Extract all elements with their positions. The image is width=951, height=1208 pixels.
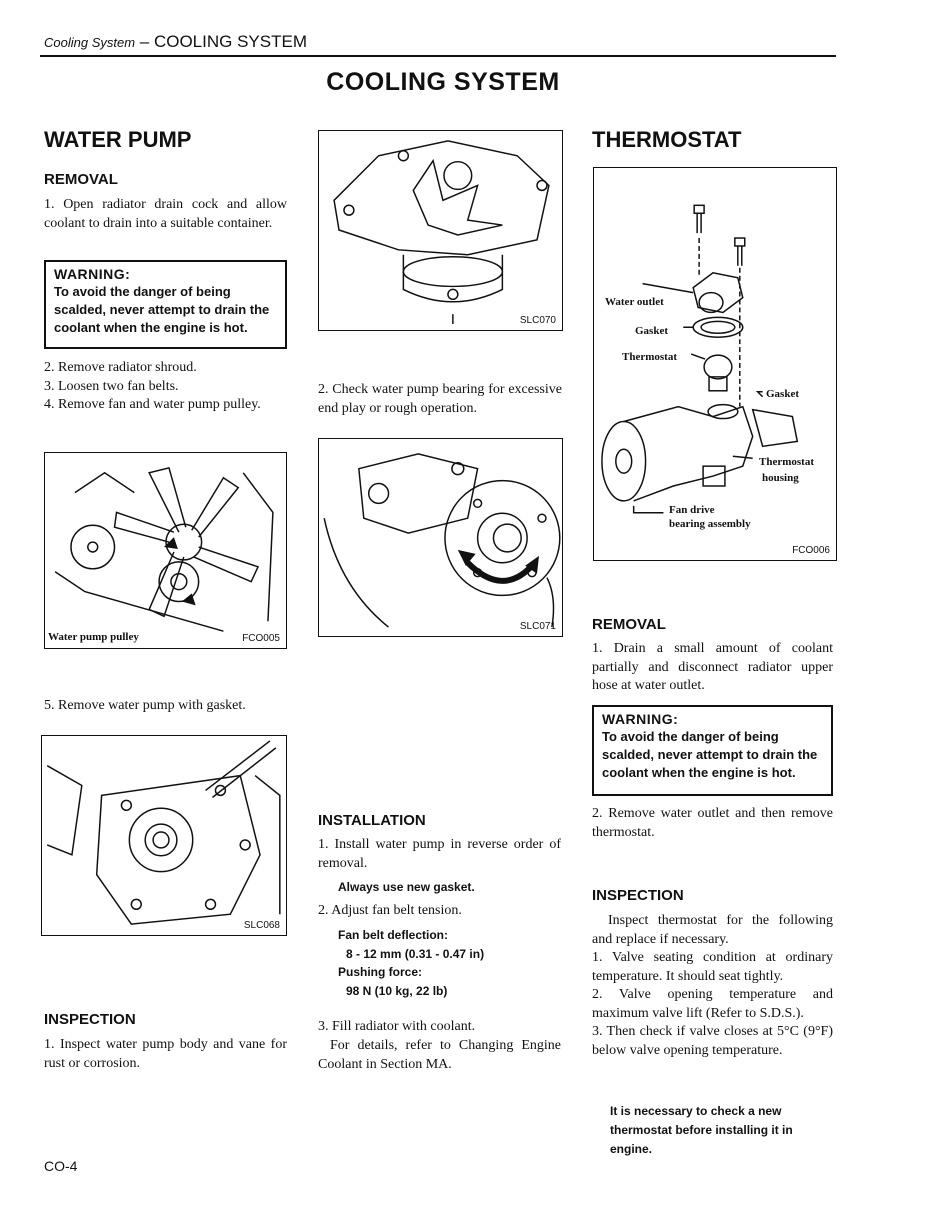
warning-text: To avoid the danger of being scalded, never attempt to drain the coolant when the engine is hot. bbox=[602, 729, 818, 780]
spec-pushing-force-label: Pushing force: bbox=[338, 965, 423, 979]
inspection-step-3: 3. Then check if valve closes at 5°C (9°F) below valve opening temperature. bbox=[592, 1024, 833, 1058]
removal-step-1: 1. Open radiator drain cock and allow coolant to drain into a suitable container. bbox=[44, 197, 287, 231]
label-housing-2: housing bbox=[762, 472, 799, 484]
thermostat-warning-box bbox=[592, 705, 833, 796]
removal-step-3: 3. Loosen two fan belts. bbox=[44, 378, 179, 394]
page-title: COOLING SYSTEM bbox=[326, 68, 560, 96]
installation-heading: INSTALLATION bbox=[318, 812, 426, 829]
removal-heading: REMOVAL bbox=[44, 171, 118, 188]
warning-box bbox=[44, 260, 287, 349]
fan-pulley-illustration bbox=[45, 453, 286, 648]
warning-title: WARNING: bbox=[602, 711, 679, 727]
water-pump-heading: WATER PUMP bbox=[44, 127, 192, 152]
installation-step-2: 2. Adjust fan belt tension. bbox=[318, 903, 462, 918]
new-thermostat-note: It is necessary to check a new thermostat before installing it in engine. bbox=[610, 1104, 793, 1156]
figure-slc068 bbox=[41, 735, 287, 936]
warning-text: To avoid the danger of being scalded, never attempt to drain the coolant when the engine is hot. bbox=[54, 284, 270, 335]
label-housing-1: Thermostat bbox=[759, 456, 814, 468]
installation-step-1: 1. Install water pump in reverse order of removal. bbox=[318, 837, 561, 871]
page-number: CO-4 bbox=[44, 1158, 78, 1174]
removal-steps-2-4 bbox=[44, 359, 287, 415]
header-section: COOLING SYSTEM bbox=[153, 32, 307, 51]
water-pump-impeller-illustration bbox=[319, 131, 562, 330]
figure-fco005 bbox=[44, 452, 287, 649]
label-fan-drive-2: bearing assembly bbox=[669, 518, 751, 530]
removal-step-5: 5. Remove water pump with gasket. bbox=[44, 698, 246, 713]
header-italic: Cooling System bbox=[44, 35, 136, 50]
figure-slc071 bbox=[318, 438, 563, 637]
figure-code: SLC068 bbox=[243, 920, 280, 931]
figure-code: SLC071 bbox=[519, 621, 556, 632]
water-pump-pulley-label: Water pump pulley bbox=[48, 631, 139, 643]
inspection-intro: Inspect thermostat for the following and replace if necessary. bbox=[592, 913, 833, 947]
warning-title: WARNING: bbox=[54, 266, 131, 282]
thermostat-removal-step-2: 2. Remove water outlet and then remove thermostat. bbox=[592, 806, 833, 840]
label-gasket-2: Gasket bbox=[766, 388, 799, 400]
header-rule bbox=[40, 55, 836, 57]
label-thermostat: Thermostat bbox=[622, 351, 677, 363]
installation-details: For details, refer to Changing Engine Coolant in Section MA. bbox=[318, 1038, 561, 1072]
label-water-outlet: Water outlet bbox=[605, 296, 664, 308]
spec-pushing-force-value: 98 N (10 kg, 22 lb) bbox=[346, 984, 448, 998]
figure-code: FCO005 bbox=[242, 633, 280, 644]
figure-slc070 bbox=[318, 130, 563, 331]
removal-step-2: 2. Remove radiator shroud. bbox=[44, 360, 197, 375]
label-gasket-1: Gasket bbox=[635, 325, 668, 337]
spec-fan-belt-label: Fan belt deflection: bbox=[338, 928, 449, 942]
inspection-step-1: 1. Valve seating condition at ordinary temperature. It should seat tightly. bbox=[592, 950, 833, 984]
figure-code: SLC070 bbox=[519, 315, 556, 326]
header-dash: – bbox=[135, 32, 154, 51]
bearing-check-illustration bbox=[319, 439, 562, 636]
thermostat-inspection-body bbox=[592, 912, 833, 1060]
figure-code: FCO006 bbox=[792, 545, 830, 556]
inspection-step-1: 1. Inspect water pump body and vane for rust or corrosion. bbox=[44, 1037, 287, 1071]
thermostat-inspection-heading: INSPECTION bbox=[592, 887, 684, 904]
thermostat-removal-step-1: 1. Drain a small amount of coolant partially and disconnect radiator upper hose at water outlet. bbox=[592, 641, 833, 693]
spec-fan-belt-value: 8 - 12 mm (0.31 - 0.47 in) bbox=[346, 947, 485, 961]
installation-step-3: 3. Fill radiator with coolant. bbox=[318, 1019, 476, 1034]
thermostat-exploded-illustration bbox=[594, 168, 836, 560]
inspection-step-2: 2. Valve opening temperature and maximum valve lift (Refer to S.D.S.). bbox=[592, 987, 833, 1021]
thermostat-removal-heading: REMOVAL bbox=[592, 616, 666, 633]
inspection-heading: INSPECTION bbox=[44, 1011, 136, 1028]
thermostat-heading: THERMOSTAT bbox=[592, 127, 742, 152]
water-pump-removal-illustration bbox=[42, 736, 286, 935]
removal-step-4: 4. Remove fan and water pump pulley. bbox=[44, 397, 261, 412]
label-fan-drive-1: Fan drive bbox=[669, 504, 715, 516]
gasket-note: Always use new gasket. bbox=[338, 880, 475, 894]
figure-fco006 bbox=[593, 167, 837, 561]
running-header bbox=[44, 32, 307, 52]
check-bearing-step-2: 2. Check water pump bearing for excessive end play or rough operation. bbox=[318, 382, 562, 416]
